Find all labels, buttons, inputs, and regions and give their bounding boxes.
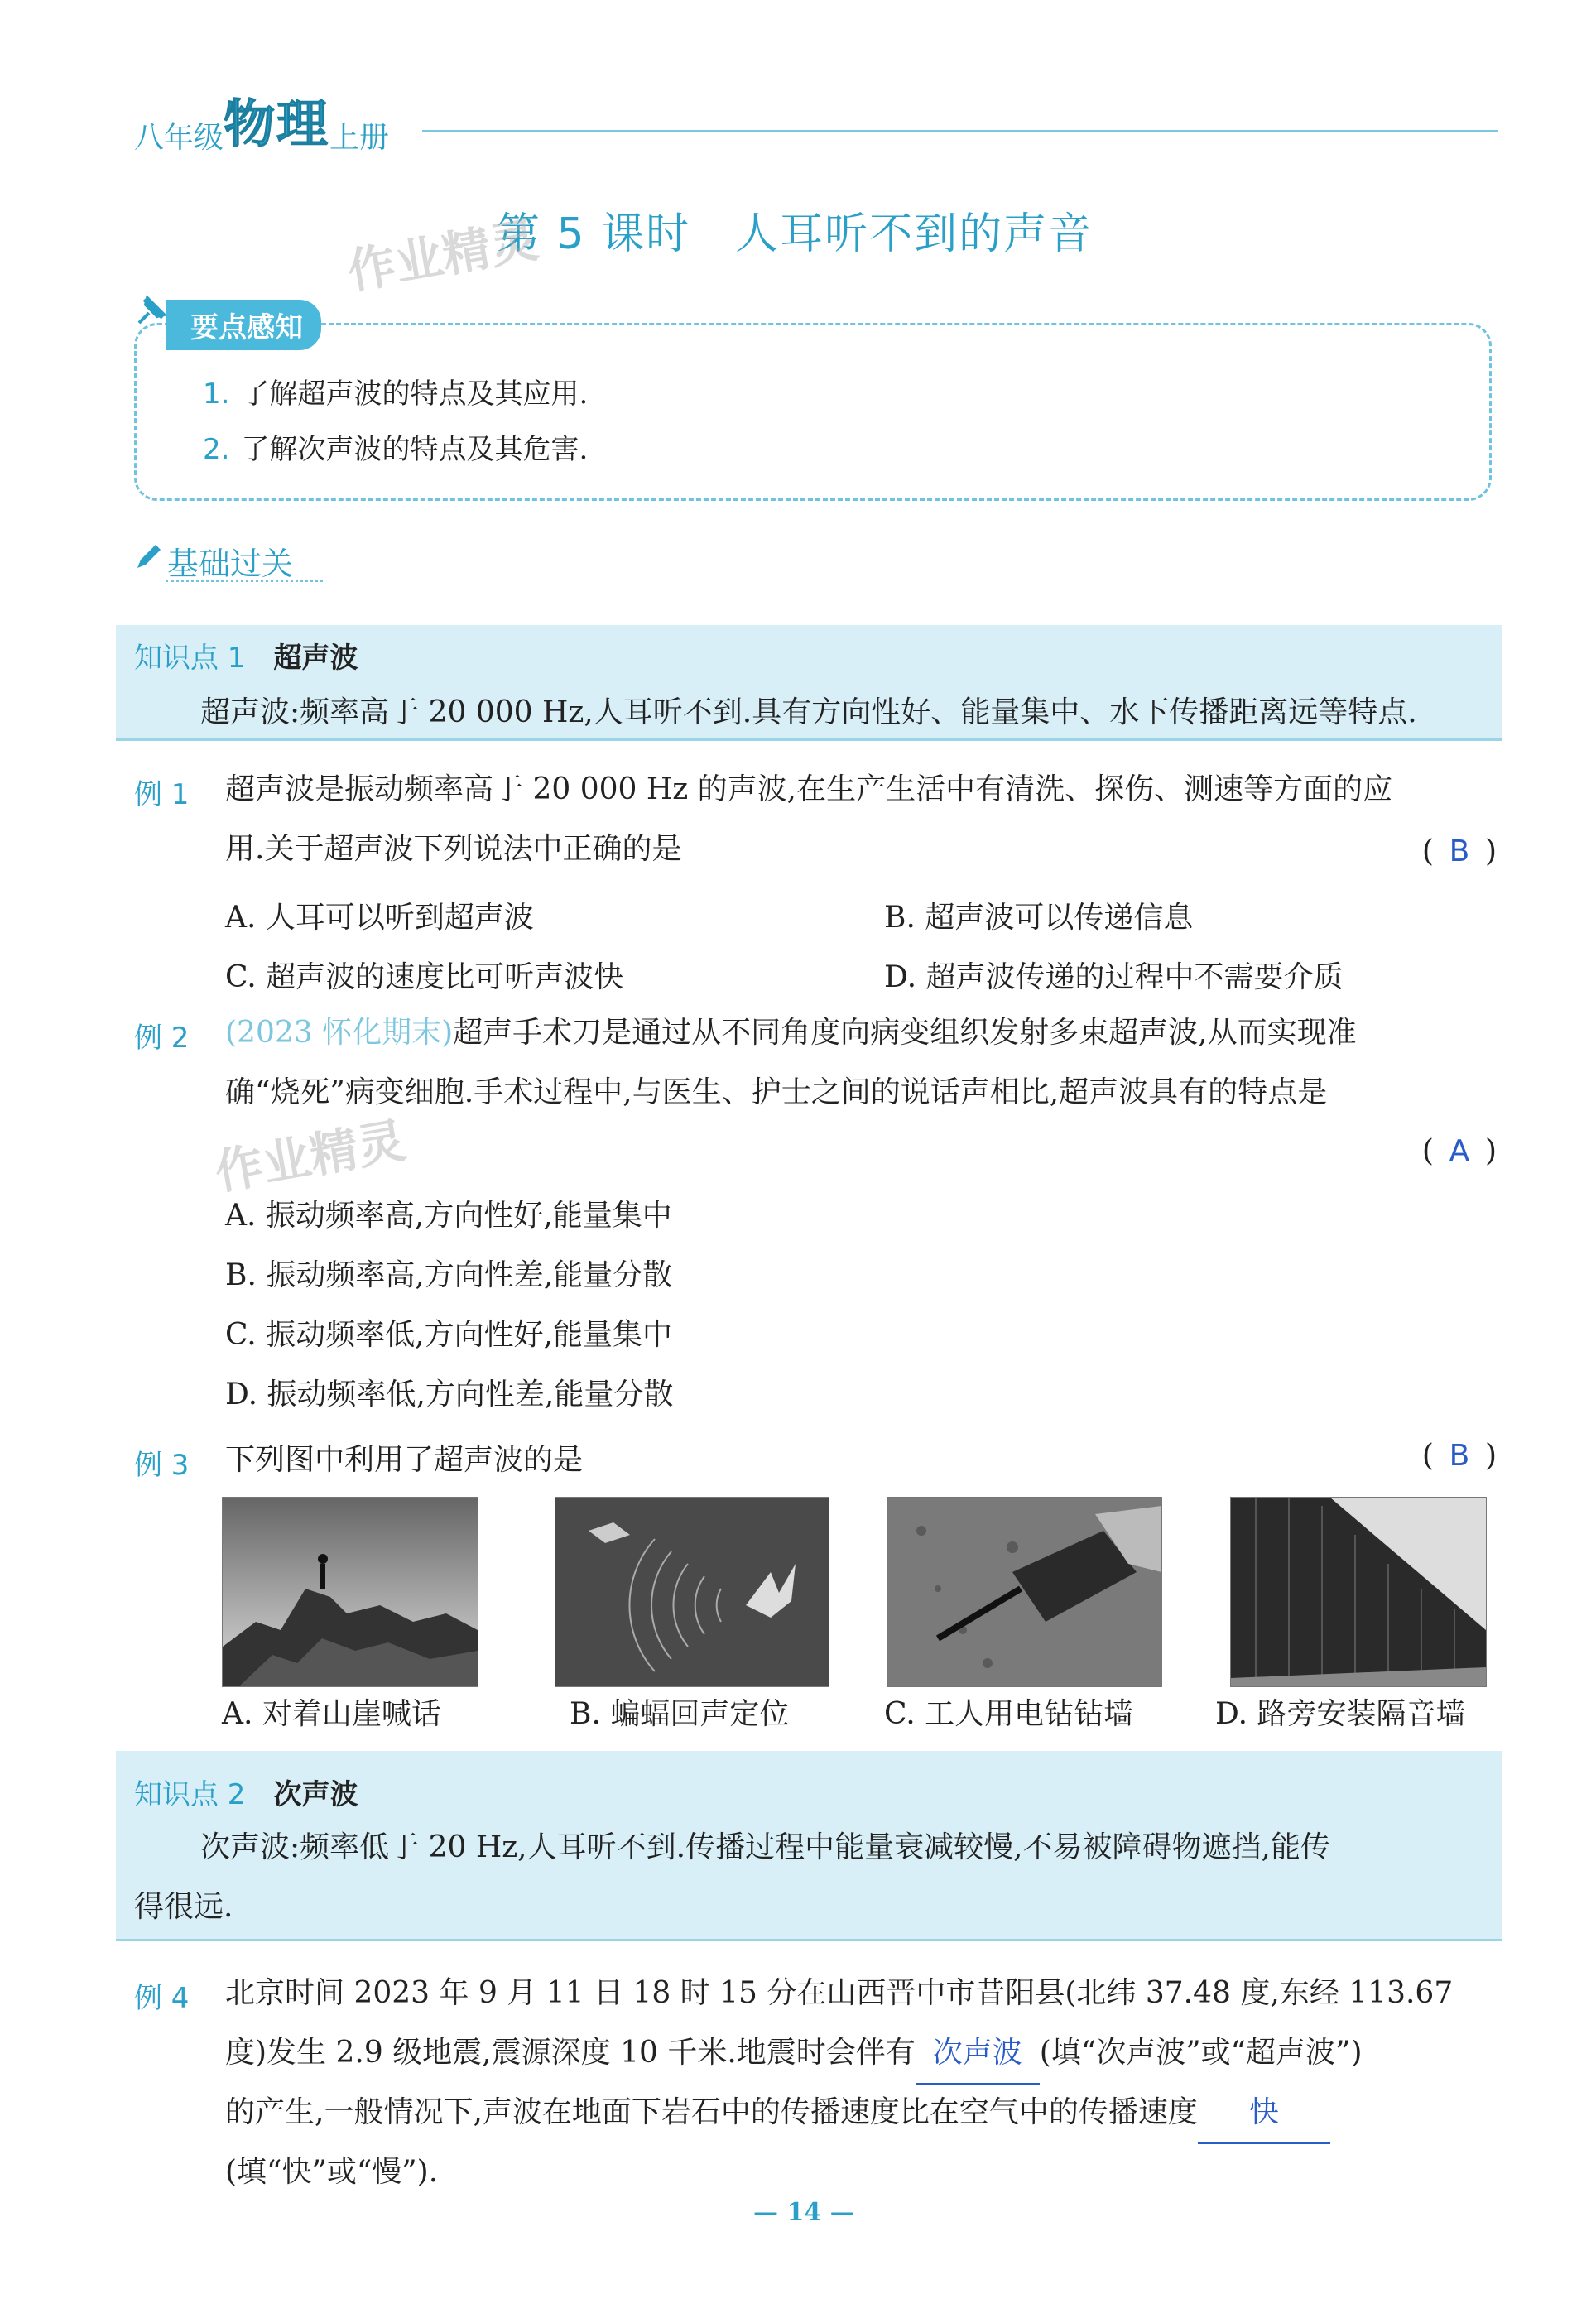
example4-text: (填“快”或“慢”).	[225, 2155, 439, 2189]
key-points-tag: 要点感知	[166, 300, 321, 350]
knowledge-text-1: 超声波:频率高于 20 000 Hz,人耳听不到.具有方向性好、能量集中、水下传播距离远等特点.	[200, 695, 1417, 729]
example-label: 例 1	[134, 778, 190, 811]
bat-photo	[555, 1497, 829, 1687]
grade-label: 八年级	[134, 121, 224, 155]
example2-text: (2023 怀化期末)超声手术刀是通过从不同角度向病变组织发射多束超声波,从而实现准	[225, 1016, 1357, 1050]
option-a: A. 人耳可以听到超声波	[225, 901, 534, 935]
answer-blank: 快	[1198, 2083, 1330, 2144]
lesson-title: 第 5 课时 人耳听不到的声音	[497, 209, 1094, 259]
option-a: A. 振动频率高,方向性好,能量集中	[225, 1199, 672, 1233]
option-c: C. 超声波的速度比可听声波快	[225, 960, 624, 994]
basic-section-title: 基础过关	[167, 546, 294, 582]
key-points-box	[134, 323, 1492, 501]
watermark-logo: 作业精灵	[210, 1112, 411, 1201]
option-c: C. 振动频率低,方向性好,能量集中	[225, 1318, 673, 1352]
example-label: 例 2	[134, 1022, 190, 1055]
book-title	[134, 83, 389, 156]
option-b: B. 超声波可以传递信息	[884, 901, 1194, 935]
example1-text: 用.关于超声波下列说法中正确的是	[225, 832, 682, 866]
pencil-icon	[132, 540, 166, 576]
option-b: B. 振动频率高,方向性差,能量分散	[225, 1258, 673, 1292]
page-number: — 14 —	[753, 2198, 855, 2227]
caption-d: D. 路旁安装隔音墙	[1215, 1697, 1466, 1731]
key-point-item: 2. 了解次声波的特点及其危害.	[203, 433, 589, 466]
knowledge-text-2: 得很远.	[134, 1890, 233, 1924]
example1-text: 超声波是振动频率高于 20 000 Hz 的声波,在生产生活中有清洗、探伤、测速等方面的应	[225, 772, 1393, 806]
caption-c: C. 工人用电钻钻墙	[884, 1697, 1134, 1731]
example-label: 例 4	[134, 1982, 190, 2015]
example3-text: 下列图中利用了超声波的是	[225, 1443, 584, 1477]
knowledge-heading-1: 知识点 1 超声波	[134, 642, 358, 675]
header-divider	[422, 130, 1498, 132]
option-d: D. 超声波传递的过程中不需要介质	[884, 960, 1344, 994]
caption-b: B. 蝙蝠回声定位	[570, 1697, 790, 1731]
sound-barrier-photo	[1230, 1497, 1487, 1687]
section-underline	[166, 580, 323, 582]
knowledge-heading-2: 知识点 2 次声波	[134, 1778, 358, 1811]
answer-bracket: ( B )	[1421, 834, 1497, 868]
watermark-logo: 作业精灵	[343, 211, 543, 301]
option-d: D. 振动频率低,方向性差,能量分散	[225, 1378, 674, 1411]
example-label: 例 3	[134, 1449, 190, 1482]
volume-label: 上册	[329, 121, 390, 155]
example4-text: 度)发生 2.9 级地震,震源深度 10 千米.地震时会伴有 次声波 (填“次声波”或“超声波”)	[225, 2023, 1363, 2085]
knowledge-text-2: 次声波:频率低于 20 Hz,人耳听不到.传播过程中能量衰减较慢,不易被障碍物遮挡,能传	[200, 1830, 1330, 1864]
answer-bracket: ( B )	[1421, 1439, 1497, 1473]
key-point-item: 1. 了解超声波的特点及其应用.	[203, 378, 589, 411]
answer-blank: 次声波	[916, 2023, 1040, 2085]
drill-photo	[887, 1497, 1162, 1687]
example2-text: 确“烧死”病变细胞.手术过程中,与医生、护士之间的说话声相比,超声波具有的特点是	[225, 1075, 1328, 1109]
example4-text: 的产生,一般情况下,声波在地面下岩石中的传播速度比在空气中的传播速度 快	[225, 2083, 1330, 2144]
cliff-photo	[222, 1497, 478, 1687]
answer-bracket: ( A )	[1421, 1134, 1497, 1168]
subject-label: 物理	[224, 94, 330, 154]
example4-text: 北京时间 2023 年 9 月 11 日 18 时 15 分在山西晋中市昔阳县(北纬 37.48 度,东经 113.67	[225, 1976, 1454, 2010]
caption-a: A. 对着山崖喊话	[222, 1697, 441, 1731]
